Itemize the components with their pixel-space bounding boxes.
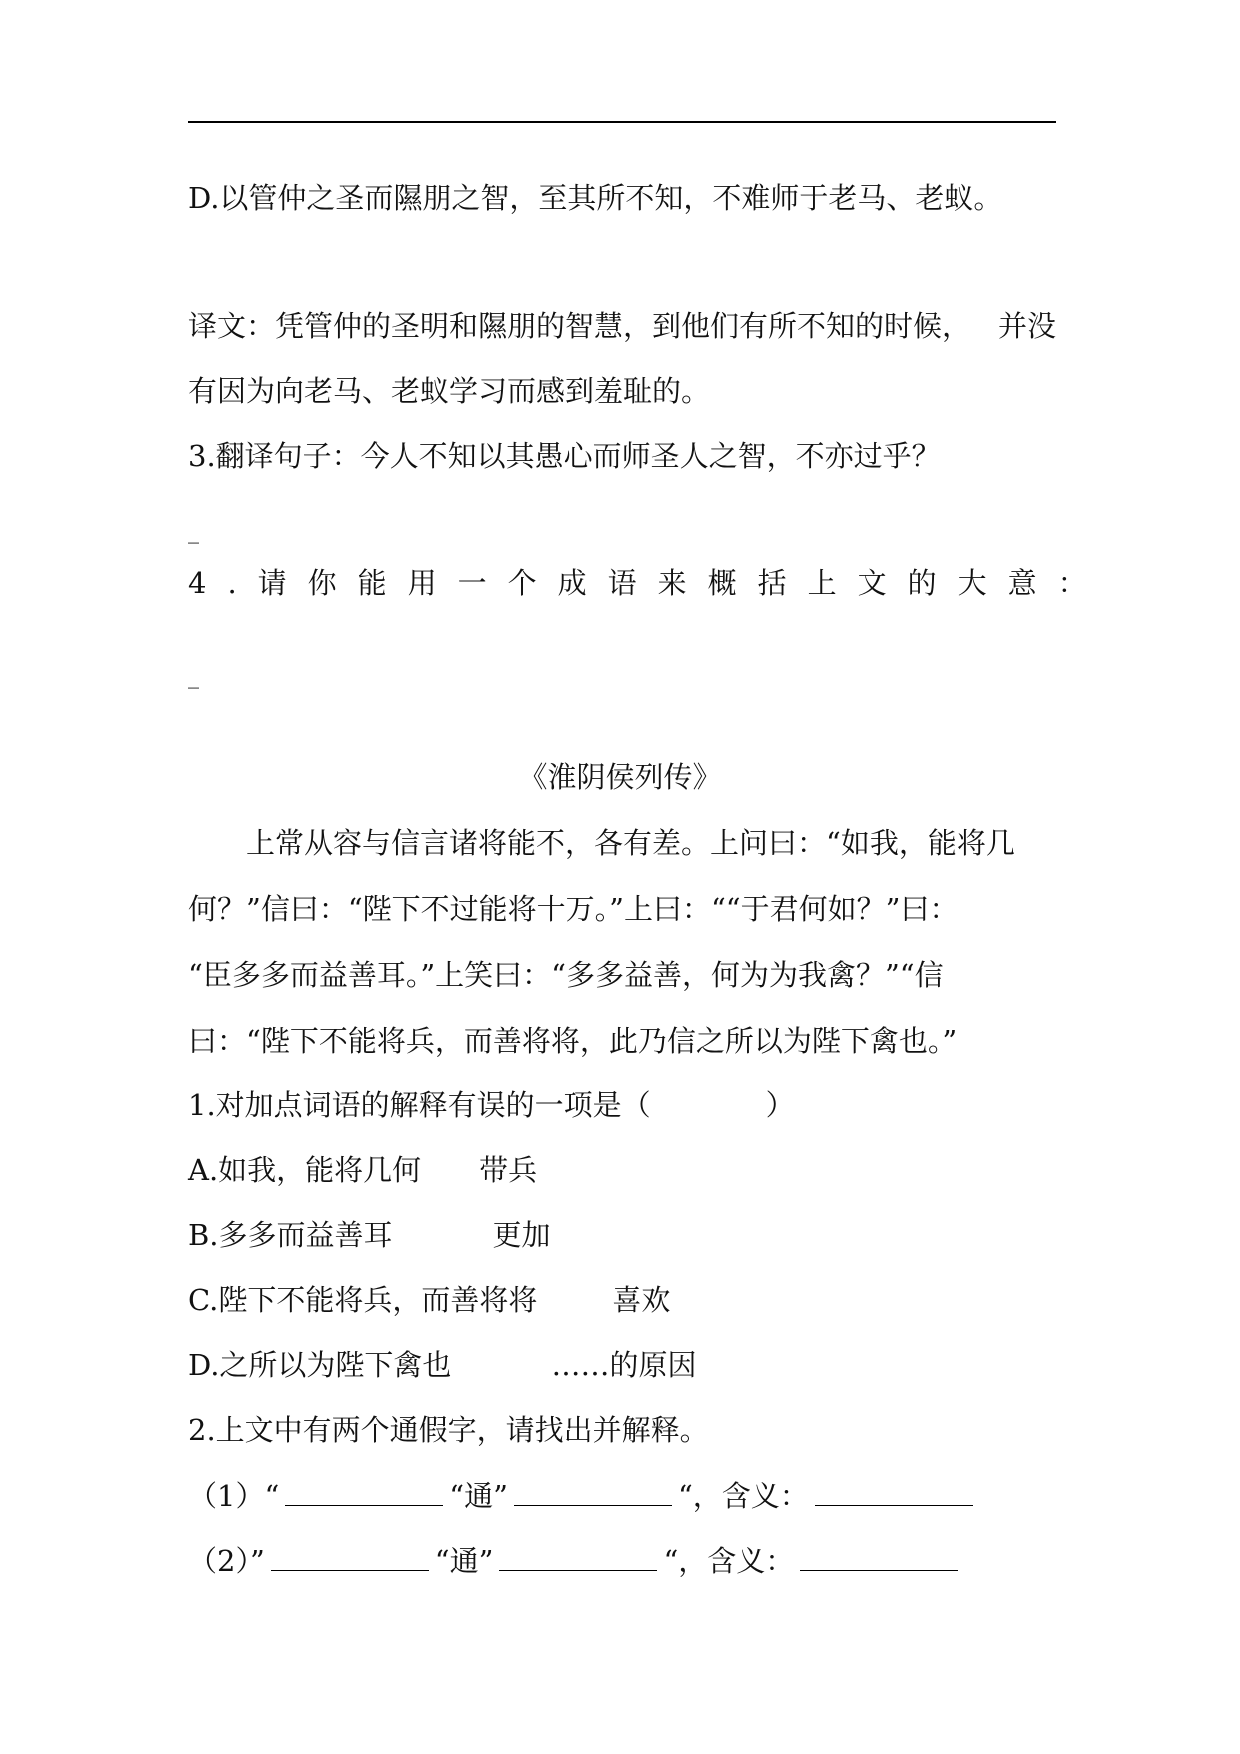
- passage-line-1: 上常从容与信言诸将能不，各有差。上问曰：“如我，能将几: [188, 826, 1015, 860]
- passage-line-3: “臣多多而益善耳。”上笑曰：“多多益善，何为为我禽？”“信: [188, 958, 944, 992]
- option-a: [188, 1150, 537, 1190]
- option-c-text: C.陛下不能将兵，而善将将: [188, 1283, 538, 1317]
- question-4-answer-blank: _: [188, 664, 199, 689]
- translation-line-1: [188, 306, 1056, 346]
- fill-1-blank-meaning[interactable]: [815, 1475, 973, 1506]
- question-1-stem: 1.对加点词语的解释有误的一项是（: [188, 1088, 651, 1122]
- fill-1-meaning-label: “，含义：: [677, 1479, 809, 1513]
- translation-line-2: 有因为向老马、老蚁学习而感到羞耻的。: [188, 374, 711, 408]
- question-1: [188, 1085, 795, 1125]
- option-d-text-2: D.之所以为陛下禽也: [188, 1348, 452, 1382]
- option-a-text: A.如我，能将几何: [188, 1153, 422, 1187]
- fill-row-1: [188, 1475, 979, 1516]
- option-d-meaning: ……的原因: [551, 1348, 697, 1382]
- question-1-close: ）: [765, 1088, 795, 1122]
- question-3: 3.翻译句子：今人不知以其愚心而师圣人之智，不亦过乎？: [188, 439, 941, 473]
- question-4: 4.请你能用一个成语来概括上文的大意：: [188, 566, 1108, 600]
- fill-1-blank-b[interactable]: [514, 1475, 672, 1506]
- passage-title: 《淮阴侯列传》: [518, 760, 722, 794]
- translation-line-1-main: 译文：凭管仲的圣明和隰朋的智慧，到他们有所不知的时候，: [188, 309, 972, 343]
- option-a-meaning: 带兵: [479, 1153, 538, 1187]
- option-b: [188, 1215, 551, 1255]
- fill-1-tong: “通”: [449, 1479, 508, 1513]
- fill-2-blank-a[interactable]: [271, 1540, 429, 1571]
- fill-1-blank-a[interactable]: [285, 1475, 443, 1506]
- option-c-meaning: 喜欢: [612, 1283, 671, 1317]
- option-d: [188, 1345, 696, 1385]
- question-3-answer-blank: _: [188, 519, 199, 544]
- fill-row-2: [188, 1540, 964, 1581]
- passage-line-4: 曰：“陛下不能将兵，而善将将，此乃信之所以为陛下禽也。”: [188, 1024, 958, 1058]
- fill-2-tong: “通”: [434, 1544, 494, 1578]
- fill-1-label: （1）“: [188, 1479, 280, 1513]
- fill-2-meaning-label: “，含义：: [663, 1544, 795, 1578]
- option-b-text: B.多多而益善耳: [188, 1218, 393, 1252]
- option-b-meaning: 更加: [492, 1218, 551, 1252]
- fill-2-blank-meaning[interactable]: [800, 1540, 958, 1571]
- question-2: 2.上文中有两个通假字，请找出并解释。: [188, 1413, 709, 1447]
- fill-2-blank-b[interactable]: [499, 1540, 657, 1571]
- fill-2-label: （2）”: [188, 1544, 265, 1578]
- translation-line-1-end: 并没: [997, 309, 1056, 343]
- option-c: [188, 1280, 670, 1320]
- passage-line-2: 何？”信曰：“陛下不过能将十万。”上曰：““于君何如？”曰：: [188, 892, 959, 926]
- option-d-text: D.以管仲之圣而隰朋之智，至其所不知，不难师于老马、老蚁。: [188, 181, 1003, 215]
- header-rule: [188, 121, 1056, 123]
